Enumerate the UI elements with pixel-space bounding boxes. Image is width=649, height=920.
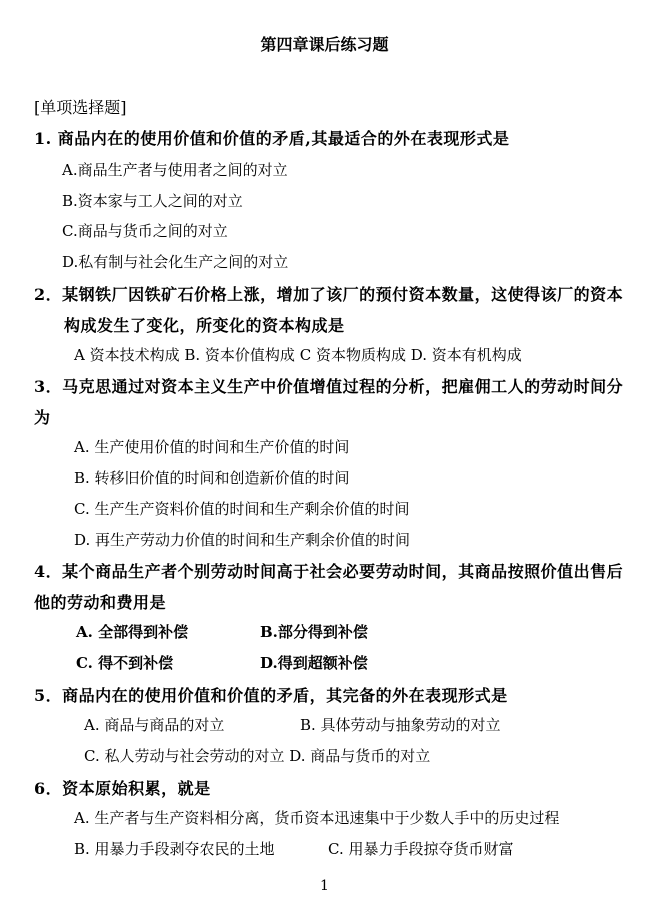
question-6-option-a: A. 生产者与生产资料相分离，货币资本迅速集中于少数人手中的历史过程 bbox=[74, 809, 560, 827]
question-5-option-cd: C. 私人劳动与社会劳动的对立 D. 商品与货币的对立 bbox=[84, 747, 431, 765]
question-1-option-c: C.商品与货币之间的对立 bbox=[62, 222, 228, 240]
question-3-stem-line2: 为 bbox=[34, 408, 51, 427]
question-1-option-b: B.资本家与工人之间的对立 bbox=[62, 192, 243, 210]
question-1-option-a: A.商品生产者与使用者之间的对立 bbox=[62, 161, 288, 179]
question-5-option-a: A. 商品与商品的对立 bbox=[84, 716, 225, 734]
question-3-option-d: D. 再生产劳动力价值的时间和生产剩余价值的时间 bbox=[74, 531, 411, 549]
question-5-stem: 5．商品内在的使用价值和价值的矛盾，其完备的外在表现形式是 bbox=[34, 686, 508, 705]
question-4-stem-line1: 4．某个商品生产者个别劳动时间高于社会必要劳动时间，其商品按照价值出售后 bbox=[34, 562, 624, 581]
question-6-option-c: C. 用暴力手段掠夺货币财富 bbox=[328, 840, 514, 858]
question-3-option-b: B. 转移旧价值的时间和创造新价值的时间 bbox=[74, 469, 350, 487]
question-6-stem: 6．资本原始积累，就是 bbox=[34, 779, 211, 798]
question-4-option-d: D.得到超额补偿 bbox=[260, 654, 368, 672]
question-5-option-b: B. 具体劳动与抽象劳动的对立 bbox=[300, 716, 501, 734]
question-1-stem: 1. 商品内在的使用价值和价值的矛盾,其最适合的外在表现形式是 bbox=[34, 129, 510, 148]
page-title: 第四章课后练习题 bbox=[260, 35, 389, 54]
section-label: [单项选择题] bbox=[34, 98, 127, 117]
question-6-option-b: B. 用暴力手段剥夺农民的土地 bbox=[74, 840, 275, 858]
question-4-option-c: C. 得不到补偿 bbox=[76, 654, 174, 672]
question-3-option-c: C. 生产生产资料价值的时间和生产剩余价值的时间 bbox=[74, 500, 410, 518]
question-1-option-d: D.私有制与社会化生产之间的对立 bbox=[62, 253, 289, 271]
page-number: 1 bbox=[320, 878, 329, 894]
question-4-option-a: A. 全部得到补偿 bbox=[76, 623, 189, 641]
question-4-stem-line2: 他的劳动和费用是 bbox=[34, 593, 167, 612]
question-2-stem-line2: 构成发生了变化，所变化的资本构成是 bbox=[64, 316, 345, 335]
question-3-option-a: A. 生产使用价值的时间和生产价值的时间 bbox=[74, 438, 350, 456]
question-4-option-b: B.部分得到补偿 bbox=[260, 623, 368, 641]
question-3-stem-line1: 3．马克思通过对资本主义生产中价值增值过程的分析，把雇佣工人的劳动时间分 bbox=[34, 377, 624, 396]
question-2-options: A 资本技术构成 B. 资本价值构成 C 资本物质构成 D. 资本有机构成 bbox=[74, 346, 522, 364]
question-2-stem-line1: 2．某钢铁厂因铁矿石价格上涨，增加了该厂的预付资本数量，这使得该厂的资本 bbox=[34, 285, 624, 304]
